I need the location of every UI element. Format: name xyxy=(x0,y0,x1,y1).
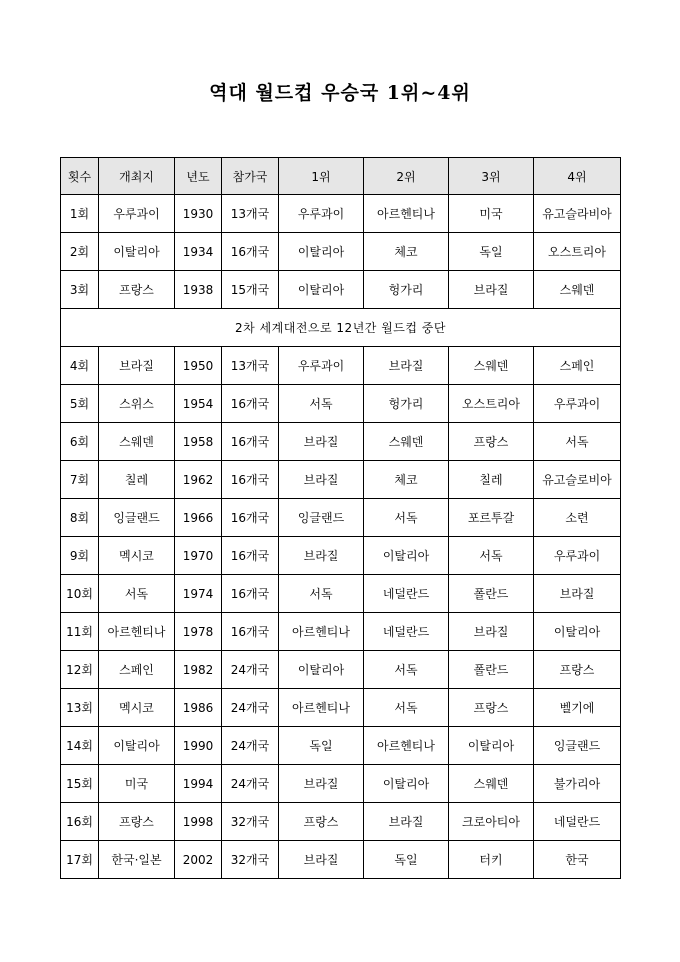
cell-round: 4회 xyxy=(61,347,99,385)
cell-first: 아르헨티나 xyxy=(279,689,364,727)
cell-fourth: 우루과이 xyxy=(534,537,621,575)
cell-fourth: 우루과이 xyxy=(534,385,621,423)
cell-third: 미국 xyxy=(449,195,534,233)
table-row xyxy=(61,385,621,423)
cell-host: 미국 xyxy=(99,765,175,803)
cell-round: 14회 xyxy=(61,727,99,765)
cell-second: 아르헨티나 xyxy=(364,195,449,233)
cell-first: 우루과이 xyxy=(279,347,364,385)
cell-year: 1982 xyxy=(175,651,222,689)
cell-round: 12회 xyxy=(61,651,99,689)
cell-fourth: 유고슬로비아 xyxy=(534,461,621,499)
cell-third: 폴란드 xyxy=(449,575,534,613)
cell-first: 서독 xyxy=(279,385,364,423)
cell-host: 이탈리아 xyxy=(99,727,175,765)
cell-host: 이탈리아 xyxy=(99,233,175,271)
table-row xyxy=(61,651,621,689)
table-row xyxy=(61,575,621,613)
table-body-before-war xyxy=(61,195,621,309)
cell-participants: 13개국 xyxy=(222,347,279,385)
cell-third: 크로아티아 xyxy=(449,803,534,841)
cell-first: 브라질 xyxy=(279,423,364,461)
cell-third: 오스트리아 xyxy=(449,385,534,423)
header-participants: 참가국 xyxy=(222,158,279,195)
table-row xyxy=(61,461,621,499)
cell-year: 1990 xyxy=(175,727,222,765)
cell-first: 프랑스 xyxy=(279,803,364,841)
cell-host: 프랑스 xyxy=(99,803,175,841)
cell-host: 아르헨티나 xyxy=(99,613,175,651)
cell-host: 스웨덴 xyxy=(99,423,175,461)
cell-year: 1986 xyxy=(175,689,222,727)
cell-participants: 32개국 xyxy=(222,803,279,841)
cell-participants: 16개국 xyxy=(222,385,279,423)
cell-host: 우루과이 xyxy=(99,195,175,233)
cell-round: 1회 xyxy=(61,195,99,233)
cell-year: 1994 xyxy=(175,765,222,803)
cell-first: 브라질 xyxy=(279,841,364,879)
cell-round: 2회 xyxy=(61,233,99,271)
cell-second: 스웨덴 xyxy=(364,423,449,461)
table-body-after-war xyxy=(61,347,621,879)
interruption-note: 2차 세계대전으로 12년간 월드컵 중단 xyxy=(61,309,621,347)
cell-year: 1970 xyxy=(175,537,222,575)
cell-second: 브라질 xyxy=(364,347,449,385)
header-host: 개최지 xyxy=(99,158,175,195)
table-row xyxy=(61,537,621,575)
cell-year: 1938 xyxy=(175,271,222,309)
cell-year: 1934 xyxy=(175,233,222,271)
cell-round: 10회 xyxy=(61,575,99,613)
cell-second: 헝가리 xyxy=(364,271,449,309)
cell-host: 스페인 xyxy=(99,651,175,689)
cell-third: 스웨덴 xyxy=(449,347,534,385)
cell-third: 칠레 xyxy=(449,461,534,499)
table-row xyxy=(61,271,621,309)
cell-first: 서독 xyxy=(279,575,364,613)
cell-fourth: 한국 xyxy=(534,841,621,879)
cell-third: 스웨덴 xyxy=(449,765,534,803)
cell-third: 독일 xyxy=(449,233,534,271)
cell-round: 16회 xyxy=(61,803,99,841)
cell-year: 1958 xyxy=(175,423,222,461)
cell-fourth: 브라질 xyxy=(534,575,621,613)
cell-third: 터키 xyxy=(449,841,534,879)
cell-second: 서독 xyxy=(364,499,449,537)
cell-fourth: 오스트리아 xyxy=(534,233,621,271)
cell-second: 브라질 xyxy=(364,803,449,841)
cell-fourth: 유고슬라비아 xyxy=(534,195,621,233)
cell-third: 서독 xyxy=(449,537,534,575)
cell-third: 브라질 xyxy=(449,613,534,651)
header-round: 횟수 xyxy=(61,158,99,195)
table-row xyxy=(61,499,621,537)
header-third-place: 3위 xyxy=(449,158,534,195)
cell-first: 브라질 xyxy=(279,765,364,803)
table-header-row xyxy=(61,158,621,195)
cell-first: 이탈리아 xyxy=(279,233,364,271)
cell-fourth: 벨기에 xyxy=(534,689,621,727)
cell-second: 서독 xyxy=(364,651,449,689)
table-row xyxy=(61,347,621,385)
cell-host: 멕시코 xyxy=(99,689,175,727)
cell-host: 잉글랜드 xyxy=(99,499,175,537)
cell-participants: 16개국 xyxy=(222,575,279,613)
table-row xyxy=(61,727,621,765)
cell-fourth: 잉글랜드 xyxy=(534,727,621,765)
cell-participants: 15개국 xyxy=(222,271,279,309)
cell-year: 1966 xyxy=(175,499,222,537)
cell-host: 멕시코 xyxy=(99,537,175,575)
cell-third: 프랑스 xyxy=(449,689,534,727)
cell-fourth: 불가리아 xyxy=(534,765,621,803)
cell-first: 아르헨티나 xyxy=(279,613,364,651)
cell-participants: 16개국 xyxy=(222,461,279,499)
cell-participants: 24개국 xyxy=(222,651,279,689)
world-cup-results-table xyxy=(60,157,621,879)
cell-fourth: 스페인 xyxy=(534,347,621,385)
header-second-place: 2위 xyxy=(364,158,449,195)
cell-round: 5회 xyxy=(61,385,99,423)
cell-second: 서독 xyxy=(364,689,449,727)
cell-round: 15회 xyxy=(61,765,99,803)
cell-third: 폴란드 xyxy=(449,651,534,689)
cell-participants: 16개국 xyxy=(222,537,279,575)
table-row xyxy=(61,195,621,233)
cell-year: 1962 xyxy=(175,461,222,499)
cell-host: 한국·일본 xyxy=(99,841,175,879)
cell-fourth: 프랑스 xyxy=(534,651,621,689)
cell-round: 9회 xyxy=(61,537,99,575)
cell-third: 포르투갈 xyxy=(449,499,534,537)
cell-first: 이탈리아 xyxy=(279,651,364,689)
cell-second: 체코 xyxy=(364,233,449,271)
header-year: 년도 xyxy=(175,158,222,195)
cell-participants: 24개국 xyxy=(222,765,279,803)
table-body-interruption xyxy=(61,309,621,347)
cell-host: 프랑스 xyxy=(99,271,175,309)
table-row xyxy=(61,803,621,841)
header-fourth-place: 4위 xyxy=(534,158,621,195)
cell-year: 1954 xyxy=(175,385,222,423)
cell-host: 칠레 xyxy=(99,461,175,499)
cell-first: 독일 xyxy=(279,727,364,765)
cell-participants: 16개국 xyxy=(222,423,279,461)
cell-second: 아르헨티나 xyxy=(364,727,449,765)
cell-round: 11회 xyxy=(61,613,99,651)
cell-year: 1998 xyxy=(175,803,222,841)
cell-first: 브라질 xyxy=(279,461,364,499)
cell-round: 7회 xyxy=(61,461,99,499)
cell-year: 1950 xyxy=(175,347,222,385)
cell-third: 프랑스 xyxy=(449,423,534,461)
table-row xyxy=(61,423,621,461)
cell-second: 네덜란드 xyxy=(364,613,449,651)
header-first-place: 1위 xyxy=(279,158,364,195)
cell-year: 1978 xyxy=(175,613,222,651)
cell-second: 체코 xyxy=(364,461,449,499)
document-title: 역대 월드컵 우승국 1위~4위 xyxy=(209,82,471,104)
cell-participants: 16개국 xyxy=(222,613,279,651)
cell-round: 8회 xyxy=(61,499,99,537)
cell-second: 이탈리아 xyxy=(364,765,449,803)
cell-first: 이탈리아 xyxy=(279,271,364,309)
cell-round: 13회 xyxy=(61,689,99,727)
cell-second: 독일 xyxy=(364,841,449,879)
table-row xyxy=(61,841,621,879)
cell-first: 우루과이 xyxy=(279,195,364,233)
cell-round: 6회 xyxy=(61,423,99,461)
cell-host: 서독 xyxy=(99,575,175,613)
cell-year: 1930 xyxy=(175,195,222,233)
cell-fourth: 네덜란드 xyxy=(534,803,621,841)
cell-fourth: 소련 xyxy=(534,499,621,537)
cell-first: 잉글랜드 xyxy=(279,499,364,537)
table-row xyxy=(61,613,621,651)
table-row xyxy=(61,765,621,803)
cell-third: 이탈리아 xyxy=(449,727,534,765)
cell-second: 네덜란드 xyxy=(364,575,449,613)
cell-participants: 16개국 xyxy=(222,499,279,537)
cell-fourth: 스웨덴 xyxy=(534,271,621,309)
cell-host: 브라질 xyxy=(99,347,175,385)
interruption-row xyxy=(61,309,621,347)
cell-third: 브라질 xyxy=(449,271,534,309)
cell-year: 1974 xyxy=(175,575,222,613)
cell-participants: 32개국 xyxy=(222,841,279,879)
table-row xyxy=(61,233,621,271)
cell-participants: 24개국 xyxy=(222,689,279,727)
cell-round: 17회 xyxy=(61,841,99,879)
cell-fourth: 서독 xyxy=(534,423,621,461)
cell-round: 3회 xyxy=(61,271,99,309)
table-row xyxy=(61,689,621,727)
cell-participants: 24개국 xyxy=(222,727,279,765)
cell-second: 헝가리 xyxy=(364,385,449,423)
cell-fourth: 이탈리아 xyxy=(534,613,621,651)
cell-host: 스위스 xyxy=(99,385,175,423)
cell-first: 브라질 xyxy=(279,537,364,575)
cell-participants: 16개국 xyxy=(222,233,279,271)
cell-participants: 13개국 xyxy=(222,195,279,233)
cell-second: 이탈리아 xyxy=(364,537,449,575)
cell-year: 2002 xyxy=(175,841,222,879)
